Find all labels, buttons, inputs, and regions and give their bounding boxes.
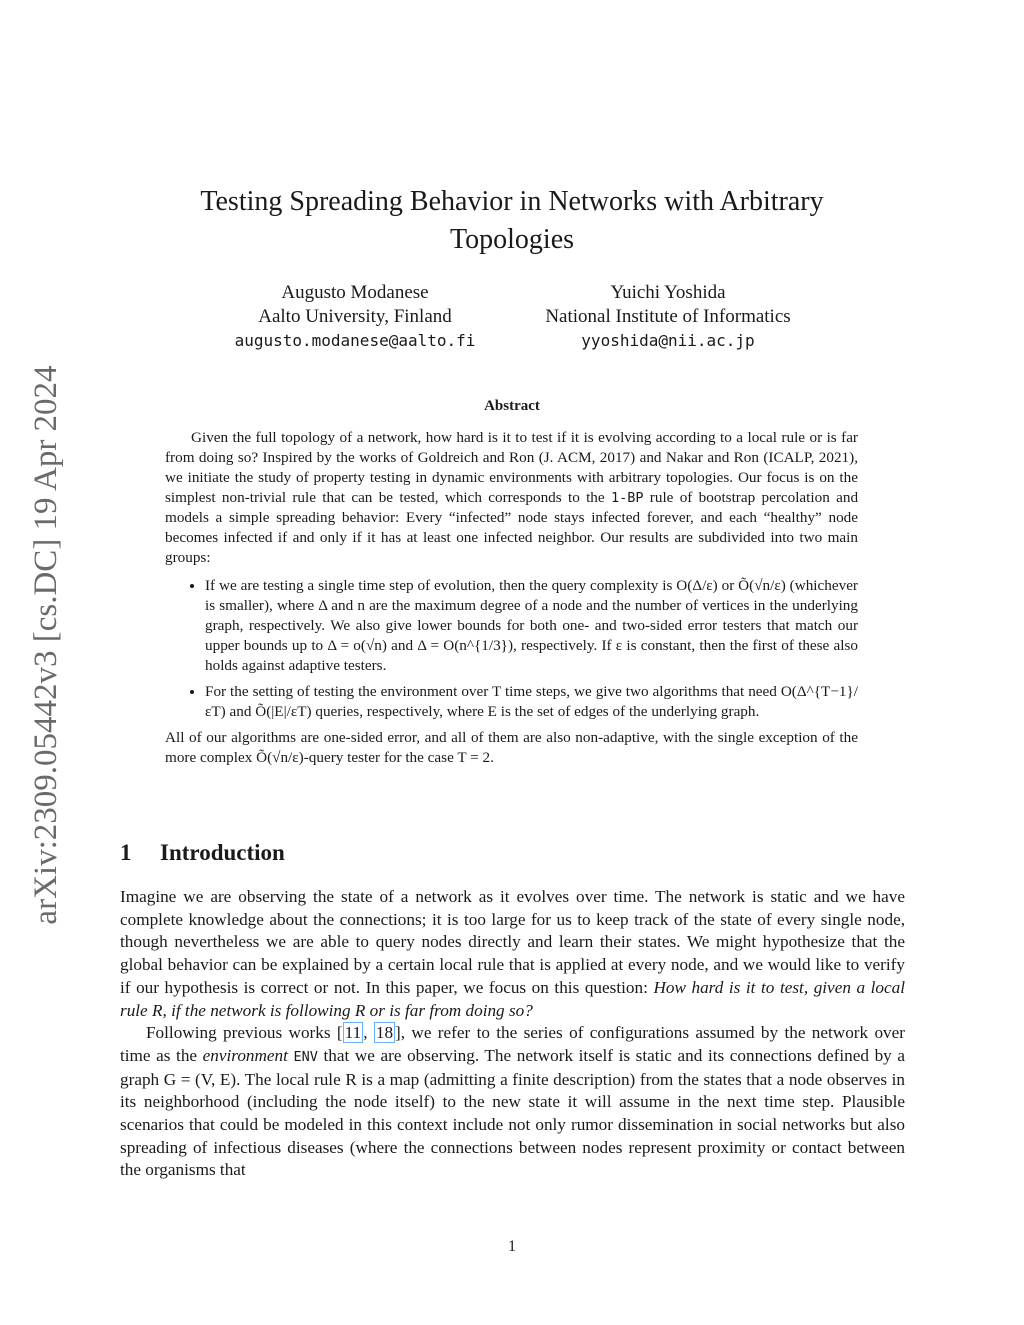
- author-name: Yuichi Yoshida: [610, 282, 726, 303]
- rule-code: 1-BP: [610, 490, 644, 506]
- body-text: , we refer to the series of configurations assumed by the network over time as the: [120, 1023, 905, 1065]
- author-email[interactable]: augusto.modanese@aalto.fi: [234, 331, 476, 350]
- section-title: Introduction: [160, 840, 285, 865]
- emphasis-term: environment: [202, 1045, 288, 1065]
- abstract-closing-paragraph: All of our algorithms are one-sided error, and all of them are also non-adaptive, with the single exception of the more complex Õ(√n/ε)-query tester for the case T = 2.: [165, 729, 858, 766]
- research-question: How hard is it to test, given a local rule R, if the network is following R or is far from doing so?: [120, 977, 906, 1020]
- citation-link[interactable]: 11: [344, 1023, 362, 1043]
- author-email[interactable]: yyoshida@nii.ac.jp: [581, 331, 755, 350]
- abstract-body: [165, 428, 858, 768]
- page-number: 1: [508, 1238, 516, 1255]
- section-heading: [120, 840, 285, 866]
- arxiv-identifier: arXiv:2309.05442v3 [cs.DC] 19 Apr 2024: [28, 365, 64, 925]
- paper-title: Testing Spreading Behavior in Networks with Arbitrary Topologies: [200, 186, 824, 255]
- intro-paragraph: [120, 1022, 905, 1182]
- author-name: Augusto Modanese: [281, 282, 429, 303]
- citation-group: [ 11 , 18 ]: [336, 1023, 401, 1043]
- author-block-2: [508, 281, 828, 353]
- abstract-results-list: [165, 576, 858, 722]
- author-affiliation: National Institute of Informatics: [545, 306, 791, 327]
- abstract-heading: Abstract: [484, 398, 540, 414]
- citation-link[interactable]: 18: [375, 1023, 394, 1043]
- env-code: ENV: [293, 1048, 318, 1065]
- abstract-paragraph: [165, 428, 858, 568]
- intro-paragraph: [120, 886, 905, 1022]
- body-text: Following previous works: [146, 1023, 331, 1043]
- introduction-body: [120, 886, 905, 1182]
- body-text: Imagine we are observing the state of a network as it evolves over time. The network is static and we have complete knowledge about the connections; it is too large for us to keep track of the state of every single node, though nevertheless we are able to query nodes directly and learn their states. We might hypothesize that the global behavior can be explained by a certain local rule that is applied at every node, and we would like to verify if our hypothesis is correct or not. In this paper, we focus on this question:: [120, 887, 905, 997]
- abstract-text: rule of bootstrap percolation and models a simple spreading behavior: Every “infected” node stays infected forever, and each “healthy” node becomes infected if and only if it has at least one infected neighbor. Our results are subdivided into two main groups:: [165, 489, 859, 566]
- author-affiliation: Aalto University, Finland: [258, 306, 452, 327]
- abstract-text: Given the full topology of a network, how hard is it to test if it is evolving according to a local rule or is far from doing so? Inspired by the works of Goldreich and Ron (J. ACM, 2017) and Nakar and Ron (ICALP, 2021), we initiate the study of property testing in dynamic environments with arbitrary topologies. Our focus is on the simplest non-trivial rule that can be tested, which corresponds to the: [165, 429, 858, 506]
- list-item: • If we are testing a single time step of evolution, then the query complexity is O(Δ/ε) or Õ(√n/ε) (whichever is smaller), where Δ and n are the maximum degree of a node and the number of vertices in the underlying graph, respectively. We also give lower bounds for both one- and two-sided error testers that match our upper bounds up to Δ = o(√n) and Δ = O(n^{1/3}), respectively. If ε is constant, then the first of these also holds against adaptive testers.: [205, 576, 858, 676]
- author-block-1: [190, 281, 520, 353]
- body-text: that we are observing. The network itself is static and its connections defined by a graph G = (V, E). The local rule R is a map (admitting a finite description) from the states that a node observes in its neighborhood (including the node itself) to the new state it will assume in the next time step. Plausible scenarios that could be modeled in this context include not only rumor dissemination in social networks but also spreading of infectious diseases (where the connections between nodes represent proximity or contact between the organisms that: [120, 1045, 905, 1180]
- section-number: 1: [120, 840, 132, 865]
- list-item: • For the setting of testing the environment over T time steps, we give two algorithms that need O(Δ^{T−1}/εT) and Õ(|E|/εT) queries, respectively, where E is the set of edges of the underlying graph.: [205, 682, 858, 722]
